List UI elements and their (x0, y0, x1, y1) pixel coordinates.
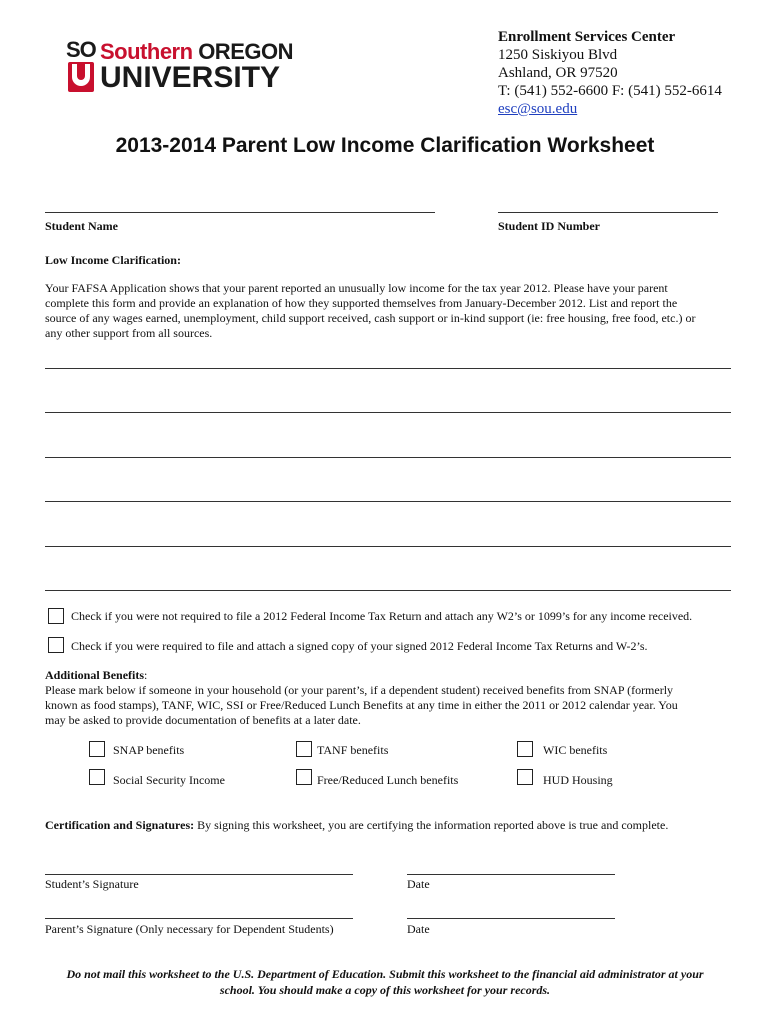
benefits-heading-text: Additional Benefits (45, 668, 145, 682)
certification-text (45, 818, 735, 833)
logo-southern: Southern (100, 39, 193, 64)
instruction-line: Your FAFSA Application shows that your parent reported an unusually low income for the tax year 2012. Please have your parent (45, 281, 668, 295)
ssi-label: Social Security Income (113, 773, 225, 787)
instruction-line: complete this form and provide an explanation of how they supported themselves from January-December 2012. List and report the (45, 296, 678, 310)
explanation-line[interactable] (45, 368, 731, 369)
certification-body: By signing this worksheet, you are certifying the information reported above is true and complete. (197, 818, 669, 832)
instruction-line: may be asked to provide documentation of benefits at a later date. (45, 713, 361, 727)
logo-oregon: OREGON (198, 39, 293, 64)
office-phone: T: (541) 552-6600 F: (541) 552-6614 (498, 83, 722, 99)
snap-label: SNAP benefits (113, 743, 185, 757)
hud-checkbox[interactable] (517, 769, 533, 785)
instruction-line: known as food stamps), TANF, WIC, SSI or Free/Reduced Lunch Benefits at any time in either the 2011 or 2012 calendar year. You (45, 698, 678, 712)
required-label: Check if you were required to file and attach a signed copy of your signed 2012 Federal Income Tax Returns and W-2’s. (71, 639, 648, 653)
low-income-heading: Low Income Clarification: (45, 253, 181, 267)
instruction-line: Please mark below if someone in your household (or your parent’s, if a dependent student) received benefits from SNAP (formerly (45, 683, 674, 697)
parent-signature-label: Parent’s Signature (Only necessary for Dependent Students) (45, 922, 334, 936)
benefits-instructions (45, 683, 735, 728)
footer-line: school. You should make a copy of this worksheet for your records. (219, 983, 551, 997)
office-street: 1250 Siskiyou Blvd (498, 47, 618, 63)
not-required-checkbox[interactable] (48, 608, 64, 624)
benefits-heading (45, 668, 147, 683)
wic-checkbox[interactable] (517, 741, 533, 757)
logo-so-mark: SO (66, 37, 96, 62)
office-email-link[interactable]: esc@sou.edu (498, 101, 578, 117)
low-income-instructions (45, 281, 735, 341)
required-checkbox[interactable] (48, 637, 64, 653)
address-block (498, 28, 722, 118)
benefits-heading-colon: : (144, 668, 148, 682)
ssi-checkbox[interactable] (89, 769, 105, 785)
student-signature-field[interactable] (45, 874, 353, 875)
explanation-line[interactable] (45, 590, 731, 591)
explanation-line[interactable] (45, 546, 731, 547)
student-name-field[interactable] (45, 212, 435, 213)
explanation-line[interactable] (45, 501, 731, 502)
parent-signature-field[interactable] (45, 918, 353, 919)
not-required-label: Check if you were not required to file a 2012 Federal Income Tax Return and attach any W2’s or 1099’s for any income received. (71, 609, 693, 623)
hud-label: HUD Housing (543, 773, 613, 787)
student-date-field[interactable] (407, 874, 615, 875)
wic-label: WIC benefits (543, 743, 608, 757)
office-city: Ashland, OR 97520 (498, 65, 618, 81)
office-name: Enrollment Services Center (498, 29, 676, 45)
student-signature-label: Student’s Signature (45, 877, 139, 891)
explanation-line[interactable] (45, 457, 731, 458)
university-logo (66, 37, 298, 94)
student-id-field[interactable] (498, 212, 718, 213)
student-id-label: Student ID Number (498, 219, 601, 233)
logo-u-emblem (68, 62, 94, 92)
tanf-label: TANF benefits (317, 743, 389, 757)
instruction-line: any other support from all sources. (45, 326, 213, 340)
lunch-label: Free/Reduced Lunch benefits (317, 773, 459, 787)
footer-note (40, 966, 730, 998)
footer-line: Do not mail this worksheet to the U.S. Department of Education. Submit this worksheet to the financial aid administrator at your (66, 967, 704, 981)
explanation-line[interactable] (45, 412, 731, 413)
lunch-checkbox[interactable] (296, 769, 312, 785)
snap-checkbox[interactable] (89, 741, 105, 757)
certification-heading: Certification and Signatures: (45, 818, 195, 832)
student-date-label: Date (407, 877, 430, 891)
logo-university: UNIVERSITY (100, 61, 281, 94)
parent-date-label: Date (407, 922, 430, 936)
page-title: 2013-2014 Parent Low Income Clarification Worksheet (115, 134, 655, 157)
tanf-checkbox[interactable] (296, 741, 312, 757)
parent-date-field[interactable] (407, 918, 615, 919)
instruction-line: source of any wages earned, unemployment, child support received, cash support or in-kind support (ie: free housing, free food, etc.) or (45, 311, 696, 325)
student-name-label: Student Name (45, 219, 119, 233)
